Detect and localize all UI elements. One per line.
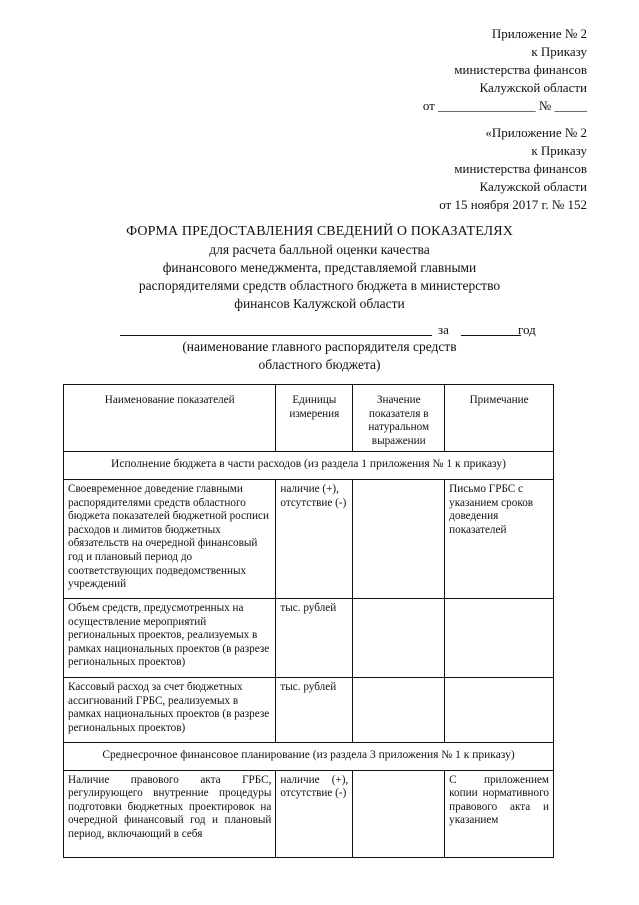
appendix-old-header <box>439 124 587 214</box>
row1-note: Письмо ГРБС с указанием сроков доведения показателей <box>445 479 554 598</box>
row3-units: тыс. рублей <box>276 677 353 742</box>
caption-line1: (наименование главного распорядителя средств <box>182 339 457 354</box>
appendix-new-line2: к Приказу <box>531 44 587 59</box>
section-1-title: Исполнение бюджета в части расходов (из раздела 1 приложения № 1 к приказу) <box>64 452 554 480</box>
row1-units: наличие (+), отсутствие (-) <box>276 479 353 598</box>
organization-name-caption <box>0 338 639 374</box>
header-units: Единицы измерения <box>276 385 353 452</box>
section-row <box>64 742 554 770</box>
form-title-line4: распорядителями средств областного бюджета в министерство <box>138 278 501 293</box>
row1-indicator: Своевременное доведение главными распорядителями средств областного бюджета показателей бюджетной росписи расходов и лимитов бюджетных обязательств на очередной финансовый год и плановый период до соответствующих подведомственных учреждений <box>64 479 276 598</box>
caption-line2: областного бюджета) <box>258 357 381 372</box>
table-row <box>64 677 554 742</box>
appendix-old-line3: министерства финансов <box>454 161 587 176</box>
row4-indicator: Наличие правового акта ГРБС, регулирующего внутренние процедуры подготовки бюджетных проектировок на очередной финансовый год и плановый период, включающий в себя <box>64 770 276 857</box>
row2-indicator: Объем средств, предусмотренных на осуществление мероприятий региональных проектов, реализуемых в рамках национальных проектов (в разрезе региональных проектов) <box>64 598 276 677</box>
row2-value[interactable] <box>353 598 445 677</box>
appendix-new-line3: министерства финансов <box>454 62 587 77</box>
row4-note: С приложением копии нормативного правового акта и указанием <box>445 770 554 857</box>
appendix-new-header <box>423 25 587 115</box>
appendix-new-line5: от _______________ № _____ <box>422 98 587 113</box>
table-header-row <box>64 385 554 452</box>
appendix-old-line4: Калужской области <box>479 179 587 194</box>
table-row <box>64 770 554 857</box>
form-title-line2: для расчета балльной оценки качества <box>209 242 430 257</box>
form-title-line5: финансов Калужской области <box>234 296 405 311</box>
appendix-old-line1: «Приложение № 2 <box>485 125 587 140</box>
form-title-line3: финансового менеджмента, представляемой главными <box>162 260 477 275</box>
header-indicator-name: Наименование показателей <box>64 385 276 452</box>
row1-value[interactable] <box>353 479 445 598</box>
form-title-main: ФОРМА ПРЕДОСТАВЛЕНИЯ СВЕДЕНИЙ О ПОКАЗАТЕЛЯХ <box>126 224 513 239</box>
row4-value[interactable] <box>353 770 445 857</box>
row3-note <box>445 677 554 742</box>
table-row <box>64 598 554 677</box>
year-suffix: год <box>518 322 536 337</box>
section-2-title: Среднесрочное финансовое планирование (из раздела 3 приложения № 1 к приказу) <box>64 742 554 770</box>
row2-units: тыс. рублей <box>276 598 353 677</box>
appendix-old-line2: к Приказу <box>531 143 587 158</box>
row3-value[interactable] <box>353 677 445 742</box>
row4-units: наличие (+), отсутствие (-) <box>276 770 353 857</box>
indicators-table <box>63 384 554 858</box>
header-value: Значение показателя в натуральном выражении <box>353 385 445 452</box>
table-row <box>64 479 554 598</box>
year-prefix: за <box>438 322 449 337</box>
form-title <box>0 223 639 313</box>
row3-indicator: Кассовый расход за счет бюджетных ассигнований ГРБС, реализуемых в рамках национальных проектов (в разрезе региональных проектов) <box>64 677 276 742</box>
appendix-new-line1: Приложение № 2 <box>491 26 587 41</box>
year-blank[interactable] <box>461 335 521 336</box>
section-row <box>64 452 554 480</box>
row2-note <box>445 598 554 677</box>
appendix-new-line4: Калужской области <box>479 80 587 95</box>
header-note: Примечание <box>445 385 554 452</box>
appendix-old-line5: от 15 ноября 2017 г. № 152 <box>439 197 587 212</box>
organization-name-blank[interactable] <box>120 335 432 336</box>
